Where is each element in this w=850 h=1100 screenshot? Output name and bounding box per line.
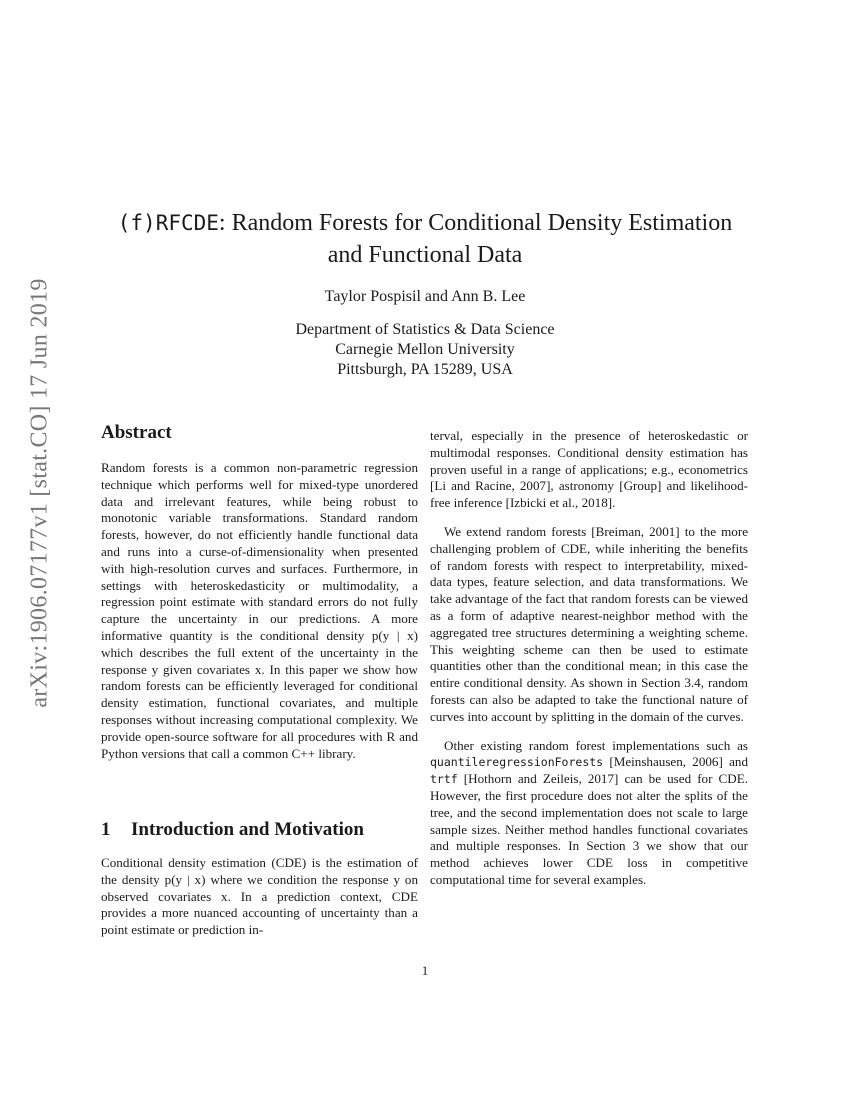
section-1-heading <box>101 819 364 841</box>
right-column <box>430 428 748 889</box>
section-1-paragraph: Conditional density estimation (CDE) is the estimation of the density p(y | x) where we condition the response y on observed covariates x. In a prediction context, CDE provides a more nuanced accounting of uncertainty than a point estimate or prediction in- <box>101 855 418 938</box>
affiliation-department: Department of Statistics & Data Science <box>295 321 555 338</box>
abstract-paragraph: Random forests is a common non-parametric regression technique which performs well for mixed-type unordered data and irrelevant features, while being robust to monotonic variable transformations. Standard random forests, however, do not efficiently handle functional data and runs into a curse-of-dimensionality when presented with high-resolution curves and surfaces. Furthermore, in settings with heteroskedasticity or multimodality, a regression point estimate with standard errors do not fully capture the uncertainty in our predictions. A more informative quantity is the conditional density p(y | x) which describes the full extent of the uncertainty in the response y given covariates x. In this paper we show how random forests can be efficiently leveraged for conditional density estimation, functional covariates, and multiple responses without increasing computational complexity. We provide open-source software for all procedures with R and Python versions that call a common C++ library. <box>101 460 418 761</box>
section-1-title: Introduction and Motivation <box>131 819 364 840</box>
affiliation-address: Pittsburgh, PA 15289, USA <box>337 361 513 378</box>
right-paragraph-cde-extension: We extend random forests [Breiman, 2001] to the more challenging problem of CDE, while inheriting the benefits of random forests with respect to interpretability, mixed-data types, feature selection, and data transformations. We take advantage of the fact that random forests can be viewed as a form of adaptive nearest-neighbor method with the aggregated tree structures determining a weighting scheme. This weighting scheme can then be used to estimate quantities other than the conditional mean; in this case the entire conditional density. As shown in Section 3.4, random forests can also be adapted to take the functional nature of curves into account by splitting in the domain of the curves. <box>430 523 748 724</box>
arxiv-identifier-stamp: arXiv:1906.07177v1 [stat.CO] 17 Jun 2019 <box>26 277 53 708</box>
title-code: (f)RFCDE <box>117 211 219 235</box>
title-line1: : Random Forests for Conditional Density Estimation <box>218 210 733 236</box>
right-paragraph-other-implementations: Other existing random forest implementations such as quantileregressionForests [Meinshausen, 2006] and trtf [Hothorn and Zeileis, 2017] can be used for CDE. However, the first procedure does not alter the splits of the tree, and the second implementation does not scale to large sample sizes. Neither method handles functional covariates and multiple responses. In Section 3 we show that our method achieves lower CDE loss in competitive computational time for several examples. <box>430 737 748 887</box>
abstract-heading: Abstract <box>101 422 172 443</box>
section-1-number: 1 <box>101 819 111 840</box>
inline-code-quantileregressionforests: quantileregressionForests <box>430 755 604 770</box>
page-number: 1 <box>421 963 429 978</box>
paper-title <box>100 207 750 271</box>
affiliation-university: Carnegie Mellon University <box>335 341 515 358</box>
authors: Taylor Pospisil and Ann B. Lee <box>324 288 526 305</box>
section-1-body <box>101 855 418 939</box>
title-line2: and Functional Data <box>327 242 523 268</box>
inline-code-trtf: trtf <box>430 772 458 787</box>
right-paragraph-continued: terval, especially in the presence of heteroskedastic or multimodal responses. Conditional density estimation has proven useful in a range of applications; e.g., econometrics [Li and Racine, 2007], astronomy [Group] and likelihood-free inference [Izbicki et al., 2018]. <box>430 428 748 511</box>
abstract-body <box>101 460 418 762</box>
affiliation <box>100 320 750 380</box>
